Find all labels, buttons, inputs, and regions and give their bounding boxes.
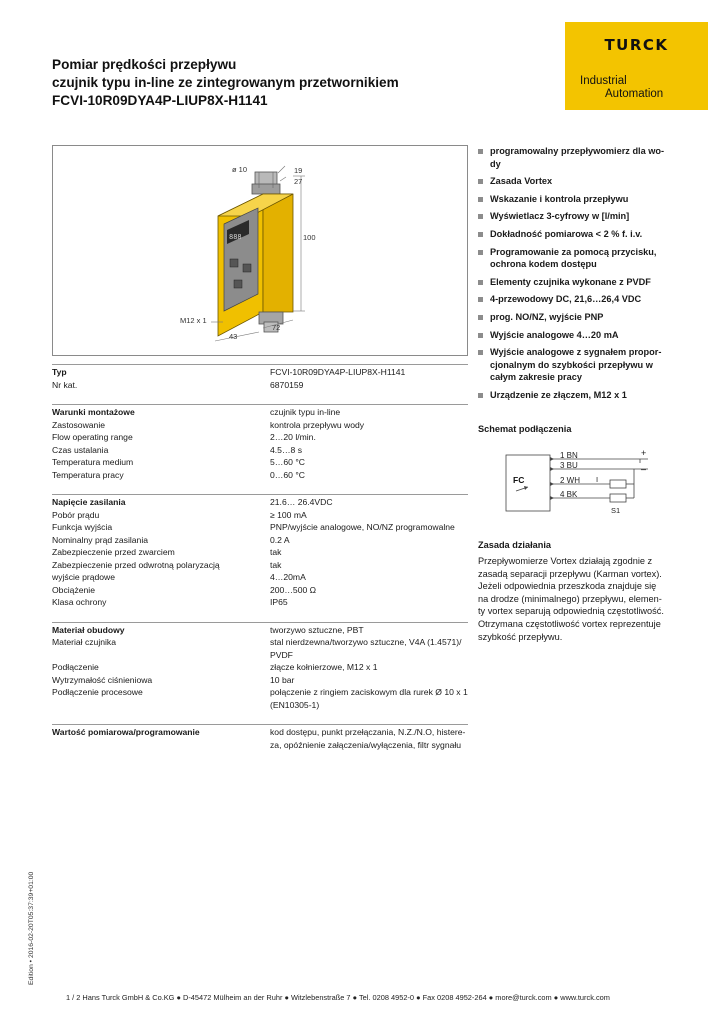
feature-item	[478, 228, 678, 241]
edition-stamp: Edition • 2016-02-20T05:37:39+01:00	[28, 871, 35, 985]
spec-key: Warunki montażowe	[52, 407, 135, 417]
minus-label: –	[641, 464, 647, 474]
feature-line: Urządzenie ze złączem, M12 x 1	[490, 389, 627, 400]
dim-100: 100	[303, 233, 316, 242]
spec-value-line: ≥ 100 mA	[270, 509, 307, 520]
principle-line: zasadą separacji przepływu (Karman vortex).	[478, 568, 662, 579]
dim-27: 27	[294, 177, 303, 186]
spec-row	[52, 496, 468, 509]
dim-diameter: ø 10	[232, 165, 248, 174]
principle-line: na drodze (minimalnego) przepływu, elemen-	[478, 593, 662, 604]
wiring-diagram	[478, 447, 678, 522]
spec-value-line: 4.5…8 s	[270, 444, 303, 455]
product-drawing	[53, 146, 467, 355]
spec-value-line: połączenie z ringiem zaciskowym dla rurek Ø 10 x 1	[270, 687, 468, 697]
feature-line: dy	[490, 158, 501, 169]
spec-value-line: 4…20mA	[270, 572, 306, 582]
spec-value-line: 21.6… 26.4VDC	[270, 497, 333, 507]
feature-item	[478, 311, 678, 324]
spec-row	[52, 469, 468, 482]
spec-row	[52, 726, 468, 751]
spec-key: Podłączenie procesowe	[52, 687, 143, 697]
spec-row	[52, 636, 468, 661]
dim-43: 43	[229, 332, 238, 341]
feature-line: Programowanie za pomocą przycisku,	[490, 246, 657, 257]
feature-item	[478, 145, 678, 170]
spec-value-line: 6870159	[270, 379, 304, 390]
spec-value	[270, 636, 468, 661]
spec-value-line: 0.2 A	[270, 534, 290, 545]
feature-line: programowalny przepływomierz dla wo-	[490, 146, 665, 156]
spec-table	[52, 364, 468, 764]
spec-row	[52, 406, 468, 419]
spec-key: Klasa ochrony	[52, 597, 107, 607]
spec-value	[270, 456, 468, 469]
s1-resistor	[610, 494, 626, 502]
spec-key: Temperatura pracy	[52, 469, 124, 480]
spec-key: Pobór prądu	[52, 509, 100, 520]
spec-value	[270, 431, 468, 444]
spec-value-line: 200…500 Ω	[270, 584, 317, 595]
spec-key: Obciążenie	[52, 584, 95, 595]
spec-row	[52, 431, 468, 444]
spec-key: Wartość pomiarowa/programowanie	[52, 727, 200, 737]
feature-item	[478, 389, 678, 402]
feature-list	[478, 145, 678, 407]
feature-line: Elementy czujnika wykonane z PVDF	[490, 276, 651, 287]
spec-row	[52, 444, 468, 457]
feature-line: Zasada Vortex	[490, 176, 553, 187]
spec-value	[270, 379, 468, 392]
spec-value-line: czujnik typu in-line	[270, 407, 341, 417]
spec-key: Zabezpieczenie przed odwrotną polaryzacją	[52, 559, 220, 570]
page-title	[52, 56, 472, 110]
spec-value	[270, 509, 468, 522]
wire-label-wh: 2 WH	[560, 476, 580, 485]
spec-value-line: 10 bar	[270, 674, 295, 685]
control-panel	[224, 208, 258, 311]
spec-key: Nominalny prąd zasilania	[52, 534, 149, 545]
feature-item	[478, 346, 678, 384]
turck-brand-block	[565, 22, 708, 110]
feature-item	[478, 276, 678, 289]
brand-line-automation: Automation	[605, 88, 664, 100]
feature-line: Wyjście analogowe z sygnałem propor-	[490, 347, 662, 358]
spec-value-line: kontrola przepływu wody	[270, 419, 365, 430]
spec-value-line: tak	[270, 547, 282, 557]
feature-item	[478, 246, 678, 271]
top-nut	[252, 184, 280, 194]
spec-value	[270, 366, 468, 379]
wiring-schematic	[478, 447, 678, 522]
spec-row	[52, 661, 468, 674]
spec-value	[270, 469, 468, 482]
spec-row	[52, 546, 468, 559]
spec-row	[52, 584, 468, 597]
load-resistor	[610, 480, 626, 488]
principle-line: Przepływomierze Vortex działają zgodnie z	[478, 556, 653, 566]
s1-label: S1	[611, 506, 621, 515]
spec-key: wyjście prądowe	[52, 572, 116, 582]
wire-label-bk: 4 BK	[560, 490, 578, 499]
dim-m12: M12 x 1	[180, 316, 207, 325]
spec-value	[270, 444, 468, 457]
spec-key: Typ	[52, 367, 67, 377]
spec-row	[52, 571, 468, 584]
spec-value	[270, 559, 468, 572]
feature-line: Wskazanie i kontrola przepływu	[490, 193, 629, 204]
spec-key: Flow operating range	[52, 432, 133, 442]
spec-value-line: PNP/wyjście analogowe, NO/NZ programowalne	[270, 522, 455, 532]
feature-line: ochrona kodem dostępu	[490, 259, 597, 270]
product-image-box	[52, 145, 468, 356]
dim-19: 19	[294, 166, 303, 175]
spec-row	[52, 686, 468, 711]
spec-group	[52, 364, 468, 391]
principle-text	[478, 555, 678, 643]
spec-group	[52, 622, 468, 712]
spec-key: Funkcja wyjścia	[52, 522, 113, 532]
spec-key: Podłączenie	[52, 662, 99, 672]
principle-line: ty vortex separują odpowiednią częstotliwość.	[478, 606, 664, 617]
button-icon	[234, 280, 242, 288]
spec-value-line: 0…60 °C	[270, 469, 305, 480]
spec-value	[270, 674, 468, 687]
spec-key: Napięcie zasilania	[52, 497, 126, 507]
feature-line: Dokładność pomiarowa < 2 % f. i.v.	[490, 228, 643, 239]
spec-key: Materiał czujnika	[52, 637, 116, 647]
spec-value	[270, 686, 468, 711]
feature-item	[478, 193, 678, 206]
principle-line: szybkość przepływu.	[478, 631, 563, 642]
spec-key: Nr kat.	[52, 379, 78, 390]
dim-72: 72	[272, 323, 281, 332]
spec-value-line: tworzywo sztuczne, PBT	[270, 624, 364, 635]
fc-label: FC	[513, 475, 525, 485]
title-line: FCVI-10R09DYA4P-LIUP8X-H1141	[52, 93, 268, 108]
spec-value	[270, 534, 468, 547]
spec-value-line: FCVI-10R09DYA4P-LIUP8X-H1141	[270, 367, 406, 377]
spec-value	[270, 726, 468, 751]
spec-row	[52, 521, 468, 534]
wire-label-bn: 1 BN	[560, 451, 578, 460]
title-line: Pomiar prędkości przepływu	[52, 57, 237, 72]
spec-value-line: IP65	[270, 597, 288, 607]
brand-line-industrial: Industrial	[580, 75, 627, 87]
principle-line: Jeżeli odpowiednia przeszkoda znajduje się	[478, 581, 657, 592]
spec-key: Materiał obudowy	[52, 624, 125, 635]
feature-item	[478, 210, 678, 223]
feature-item	[478, 293, 678, 306]
spec-key: Zastosowanie	[52, 419, 106, 430]
spec-value-line: (EN10305-1)	[270, 699, 320, 710]
spec-value-line: złącze kołnierzowe, M12 x 1	[270, 662, 378, 672]
spec-row	[52, 509, 468, 522]
display-digits: 888	[229, 233, 242, 241]
spec-row	[52, 366, 468, 379]
page-footer: 1 / 2 Hans Turck GmbH & Co.KG ● D-45472 Mülheim an der Ruhr ● Witzlebenstraße 7 ● Tel. 0208 4952-0 ● Fax 0208 4952-264 ● more@turck.com ● www.turck.com	[66, 993, 610, 1002]
feature-line: cjonalnym do szybkości przepływu w	[490, 359, 653, 370]
feature-item	[478, 329, 678, 342]
spec-row	[52, 419, 468, 432]
principle-line: Otrzymana częstotliwość vortex reprezentuje	[478, 618, 661, 629]
feature-line: prog. NO/NZ, wyjście PNP	[490, 311, 604, 322]
wire-label-bu: 3 BU	[560, 461, 578, 470]
spec-row	[52, 456, 468, 469]
title-line: czujnik typu in-line ze zintegrowanym przetwornikiem	[52, 75, 399, 90]
spec-group	[52, 494, 468, 609]
spec-value	[270, 624, 468, 637]
spec-value	[270, 496, 468, 509]
button-icon	[230, 259, 238, 267]
spec-row	[52, 596, 468, 609]
spec-value-line: tak	[270, 559, 282, 570]
spec-value	[270, 521, 468, 534]
spec-row	[52, 624, 468, 637]
feature-line: Wyjście analogowe 4…20 mA	[490, 329, 619, 340]
spec-row	[52, 559, 468, 572]
spec-key: Czas ustalania	[52, 444, 109, 455]
schematic-title: Schemat podłączenia	[478, 424, 572, 434]
spec-value	[270, 546, 468, 559]
spec-value-line: 2…20 l/min.	[270, 432, 316, 442]
feature-line: 4-przewodowy DC, 21,6…26,4 VDC	[490, 294, 642, 305]
spec-row	[52, 674, 468, 687]
spec-key: Wytrzymałość ciśnieniowa	[52, 674, 153, 685]
spec-value	[270, 406, 468, 419]
spec-value-line: kod dostępu, punkt przełączania, N.Z./N.O, histere-	[270, 727, 466, 737]
spec-value-line: PVDF	[270, 649, 293, 660]
turck-logo: TURCK	[604, 36, 669, 54]
feature-item	[478, 175, 678, 188]
spec-key: Temperatura medium	[52, 457, 134, 467]
sensor-body-side	[263, 194, 293, 312]
spec-value	[270, 571, 468, 584]
spec-value	[270, 584, 468, 597]
plus-label: +	[641, 448, 647, 458]
current-label: I	[596, 475, 599, 484]
spec-value-line: 5…60 °C	[270, 457, 305, 467]
spec-value	[270, 419, 468, 432]
spec-group	[52, 404, 468, 481]
feature-line: całym zakresie pracy	[490, 372, 582, 383]
spec-group	[52, 724, 468, 751]
spec-value	[270, 661, 468, 674]
spec-value-line: stal nierdzewna/tworzywo sztuczne, V4A (1.4571)/	[270, 637, 462, 647]
spec-row	[52, 534, 468, 547]
spec-value	[270, 596, 468, 609]
spec-value-line: za, opóźnienie załączenia/wyłączenia, filtr sygnału	[270, 739, 462, 750]
spec-key: Zabezpieczenie przed zwarciem	[52, 547, 175, 557]
spec-row	[52, 379, 468, 392]
feature-line: Wyświetlacz 3-cyfrowy w [l/min]	[490, 211, 630, 222]
principle-title: Zasada działania	[478, 540, 552, 550]
button-icon	[243, 264, 251, 272]
